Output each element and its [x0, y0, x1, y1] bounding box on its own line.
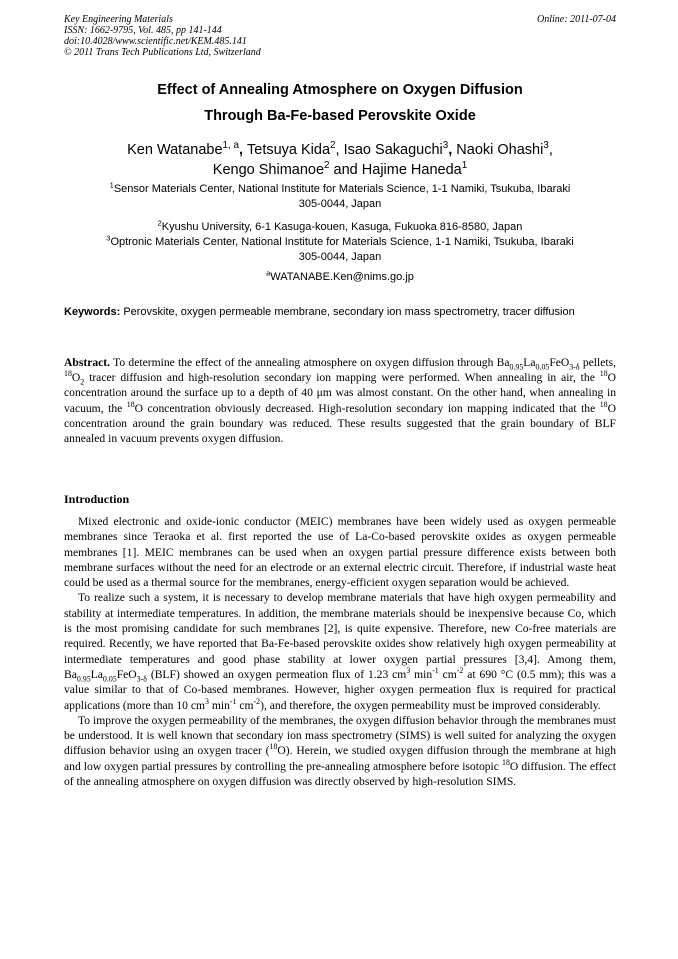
author-and: and — [333, 162, 358, 178]
abstract: Abstract. To determine the effect of the annealing atmosphere on oxygen diffusion through $Ba_{0.95}La_{0.05}FeO_{3-\delta}$ pellets, $^{18}O_2$ tracer diffusion and high-resolution secondary ion mapping were performed. When annealing in air, the $^{18}$O concentration around the surface up to a depth of 40 μm was almost constant. On the other hand, when annealing in vacuum, the $^{18}$O concentration obviously decreased. High-resolution secondary ion mapping indicated that the $^{18}$O concentration around the grain boundary was reduced. These results suggested that the grain boundary of BLF annealed in vacuum prevents oxygen diffusion. — [64, 356, 616, 446]
paper-title-line2: Through Ba-Fe-based Perovskite Oxide — [204, 108, 476, 124]
abstract-label: Abstract. — [64, 356, 111, 369]
keywords-label: Keywords: — [64, 306, 121, 318]
paragraph: Mixed electronic and oxide-ionic conductor (MEIC) membranes have been widely used as oxygen permeable membranes since Teraoka et al. first reported the use of La-Co-based perovskite oxides as oxygen permeable membranes [1]. MEIC membranes can be used when an oxygen partial pressure difference exists between both membrane surfaces without the need for an electrode or an external electric circuit. Therefore, if industrial waste heat could be used as a thermal source for the membranes, energy-efficient oxygen separation would be achieved. — [64, 515, 616, 590]
author-affiliation-mark: 2 — [324, 160, 330, 172]
copyright-line: © 2011 Trans Tech Publications Ltd, Switzerland — [64, 47, 261, 58]
paragraph: To improve the oxygen permeability of the membranes, the oxygen diffusion behavior through the membranes must be understood. It is well known that secondary ion mass spectrometry (SIMS) is well suited for analyzing the oxygen diffusion behavior using an oxygen tracer ($^{18}$O). Herein, we studied oxygen diffusion through the membrane at high and low oxygen partial pressures by controlling the pre-annealing atmosphere before isotopic $^{18}$O diffusion. The effect of the annealing atmosphere on oxygen diffusion was directly observed by high-resolution SIMS. — [64, 713, 616, 789]
author-name: Kengo Shimanoe — [212, 162, 325, 178]
paragraph: To realize such a system, it is necessary to develop membrane materials that have high oxygen permeability and stability at intermediate temperatures. In addition, the membrane materials should be inexpensive because Co, which is the most promising candidate for such membranes [2], is quite expensive. Therefore, new Co-free materials are required. Recently, we have reported that Ba-Fe-based perovskite oxides show relatively high oxygen permeability at intermediate temperatures and good phase stability at lower oxygen partial pressures [3,4]. Among them, $Ba_{0.95}La_{0.05}FeO_{3-\delta}$ (BLF) showed an oxygen permeation flux of 1.23 $cm^3$ $\min^{-1} cm^{-2}$ at 690 °C (0.5 mm); this was a value similar to that of Co-based membranes. However, higher oxygen permeation flux is required for practical applications (more than 10 $cm^3$ $\min^{-1} cm^{-2}$), and therefore, the oxygen permeability must be improved considerably. — [64, 591, 616, 712]
journal-name: Key Engineering Materials — [64, 14, 173, 25]
section-heading-introduction: Introduction — [64, 492, 130, 506]
corresponding-email: $^a$WATANABE.Ken@nims.go.jp — [266, 268, 414, 283]
affiliation-1: $^1$Sensor Materials Center, National Institute for Materials Science, 1-1 Namiki, Tsukuba, Ibaraki 305-0044, Japan — [109, 180, 571, 210]
author-affiliation-mark: 3 — [442, 140, 449, 152]
author-affiliation-mark: 1 — [461, 160, 468, 172]
author-name: Hajime Haneda — [361, 162, 462, 178]
online-date: Online: 2011-07-04 — [537, 14, 616, 25]
issn-line: ISSN: 1662-9795, Vol. 485, pp 141-144 — [64, 25, 222, 36]
author-name: Tetsuya Kida — [247, 142, 331, 158]
affiliation-3: $^3$Optronic Materials Center, National Institute for Materials Science, 1-1 Namiki, Tsukuba, Ibaraki 305-0044, Japan — [106, 233, 574, 263]
author-list-line1: Ken Watanabe$^{1, a}$, Tetsuya Kida$^2$, Isao Sakaguchi$^3$, Naoki Ohashi$^3$, — [127, 140, 553, 158]
author-affiliation-mark: 1, a — [222, 140, 239, 152]
introduction-body — [64, 514, 616, 789]
affiliation-2: $^2$Kyushu University, 6-1 Kasuga-kouen, Kasuga, Fukuoka 816-8580, Japan — [157, 218, 523, 233]
formula-blf: $Ba_{0.95}La_{0.05}FeO_{3-\delta}$ — [496, 356, 580, 372]
author-name: Isao Sakaguchi — [343, 142, 443, 158]
author-name: Ken Watanabe — [127, 142, 223, 158]
formula-blf: $Ba_{0.95}La_{0.05}FeO_{3-\delta}$ — [64, 667, 147, 684]
author-affiliation-mark: 2 — [330, 140, 336, 152]
author-name: Naoki Ohashi — [456, 142, 544, 158]
keywords-text: Perovskite, oxygen permeable membrane, secondary ion mass spectrometry, tracer diffusion — [123, 306, 575, 318]
author-list-line2 — [64, 160, 616, 180]
author-affiliation-mark: 3 — [543, 140, 549, 152]
keywords — [64, 305, 616, 320]
paper-title-line1: Effect of Annealing Atmosphere on Oxygen Diffusion — [157, 82, 523, 98]
doi-line: doi:10.4028/www.scientific.net/KEM.485.141 — [64, 36, 247, 47]
journal-header — [64, 14, 616, 58]
